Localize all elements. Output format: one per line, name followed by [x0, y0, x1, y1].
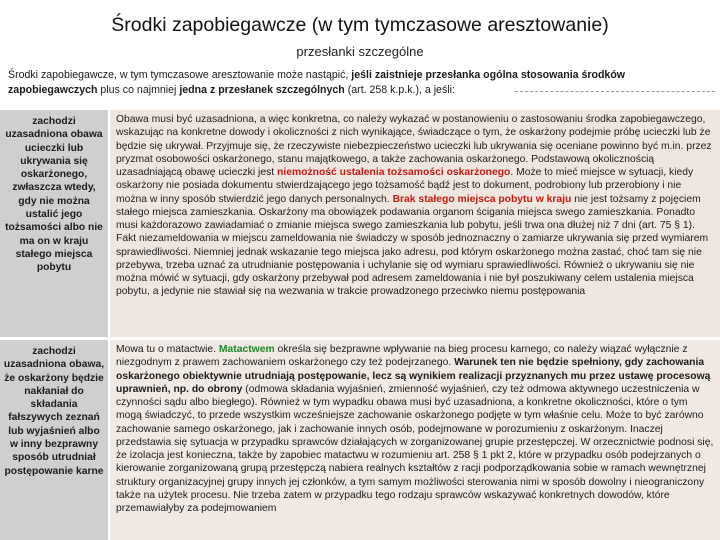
row2-bold-condition: Warunek ten nie będzie spełniony, gdy zachowania oskarżonego obiektywnie utrudniają postępowanie, lecz są wynikiem realizacji przyznanych mu przez ustawę procesową uprawnień, np. do obrony: [116, 357, 711, 395]
row1-highlight-residence: Brak stałego miejsca pobytu w kraju: [392, 193, 572, 205]
row-label-flight-risk: zachodzi uzasadniona obawa ucieczki lub ukrywania się oskarżonego, zwłaszcza wtedy, gdy nie można ustalić jego tożsamości albo nie ma on w kraju stałego miejsca pobytu: [0, 110, 108, 337]
page-title: Środki zapobiegawcze (w tym tymczasowe aresztowanie): [111, 14, 609, 36]
intro-text-2: plus co najmniej: [97, 84, 180, 96]
intro-bold-1: jeśli zaistnieje przesłanka ogólna stosowania środków zapobiegawczych: [8, 69, 626, 96]
row2-text-1: Mowa tu o matactwie.: [116, 344, 219, 355]
premises-table: [0, 110, 720, 540]
intro-paragraph: [8, 68, 716, 98]
row2-highlight-matactwo: Matactwem: [218, 344, 275, 355]
row1-text-3: nie jest tożsamy z pojęciem stałego miejsca zamieszkania. Oskarżony ma obowiązek podawania organom ścigania miejsca swego zamieszkania. Ponadto musi każdorazowo zawiadamiać o zmianie miejsca swego zamieszkania lub pobytu, jeśli trwa ona dłużej niż 7 dni (art. 75 § 1). Fakt niezameldowania w miejscu zameldowania nie świadczy w sposób jednoznaczny o zamiarze ukrywania się przed wymiarem sprawiedliwości. Niemniej jednak wskazanie tego miejsca jako adresu, pod którym oskarżonego można zastać, choć tam się nie przebywa, trzeba uznać za utrudnianie postępowania i uchylanie się od wymiaru sprawiedliwości. Również o ukrywaniu się nie można mówić w sytuacji, gdy oskarżony przebywał pod adresem zameldowania i nie był poszukiwany celem ustalenia miejsca pobytu, a jedynie nie stawiał się na wezwania w trakcie prowadzonego przeciwko niemu postępowania: [116, 193, 709, 298]
intro-text-3: (art. 258 k.p.k.), a jeśli:: [344, 84, 455, 96]
row1-highlight-identity: niemożność ustalenia tożsamości oskarżonego: [277, 167, 511, 178]
intro-text-1: Środki zapobiegawcze, w tym tymczasowe aresztowanie może nastąpić,: [8, 69, 352, 81]
row-description-flight-risk: [110, 110, 720, 337]
row-description-obstruction: [110, 340, 720, 540]
row2-text-2: określa się bezprawne wpływanie na bieg procesu karnego, co należy wiązać wyłącznie z niezgodnym z prawem zachowaniem oskarżonego czy też podejrzanego.: [116, 344, 688, 369]
intro-dashed-divider: [515, 91, 715, 92]
row-label-obstruction: zachodzi uzasadniona obawa, że oskarżony będzie nakłaniał do składania fałszywych zeznań lub wyjaśnień albo w inny bezprawny sposób utrudniał postępowanie karne: [0, 340, 108, 540]
table-row-flight-risk: [0, 110, 720, 337]
row1-text-1: Obawa musi być uzasadniona, a więc konkretna, co należy wykazać w postanowieniu o zastosowaniu środka zapobiegawczego, wskazując na konkretne dowody i okoliczności z nich wynikające, świadczące o tym, że oskarżony podejmie próbę ucieczki lub że będzie się ukrywał. Przyjmuje się, że rzeczywiste niebezpieczeństwo ucieczki lub ukrywania się oceniane powinno być m.in. przez pryzmat osobowości oskarżonego, stanu majątkowego, a także zachowania oskarżonego. Podstawową okolicznością uzasadniającą obawę ucieczki jest: [116, 114, 712, 178]
intro-bold-2: jedna z przesłanek szczególnych: [179, 84, 345, 96]
table-row-obstruction: [0, 340, 720, 540]
row1-text-2: . Może to mieć miejsce w sytuacji, kiedy oskarżony nie posiada dokumentu stwierdzającego jego tożsamość bądź jest to dokument, podrobiony lub przerobiony i nie można w inny sposób stwierdzić jego danych personalnych.: [116, 167, 694, 205]
row2-text-3: (odmowa składania wyjaśnień, zmienność wyjaśnień, czy też odmowa aktywnego uczestniczenia w czynności sądu albo biegłego). Również w tym wypadku obawa musi być uzasadniona, a konkretne okoliczności, które o tym mogą świadczyć, to przede wszystkim wcześniejsze zachowanie oskarżonego podjęte w tym właśnie celu. Może to być zarówno zachowanie samego oskarżonego, jak i zachowanie innych osób, podejmowane w porozumieniu z oskarżonym. Inaczej przedstawia się sytuacja w przypadku sprawców działających w zorganizowanej grupie przestępczej. W orzecznictwie podnosi się, że izolacja jest konieczna, także by zapobiec matactwu w rozumieniu art. 258 § 1 pkt 2, które w przypadku osób podejrzanych o kierowanie zorganizowaną grupą przestępczą nabiera realnych kształtów z racji podporządkowania sobie w ramach wewnętrznej struktury organizacyjnej grupy innych jej członków, a tym samym możliwości sterowania nimi w sposób dowolny i nieograniczony także na użytek procesu. Nie trzeba zatem w przypadku tego rodzaju sprawców wskazywać konkretnych dowodów, które przemawiałyby za podejmowaniem: [116, 383, 714, 514]
page-subtitle: przesłanki szczególne: [296, 44, 424, 59]
